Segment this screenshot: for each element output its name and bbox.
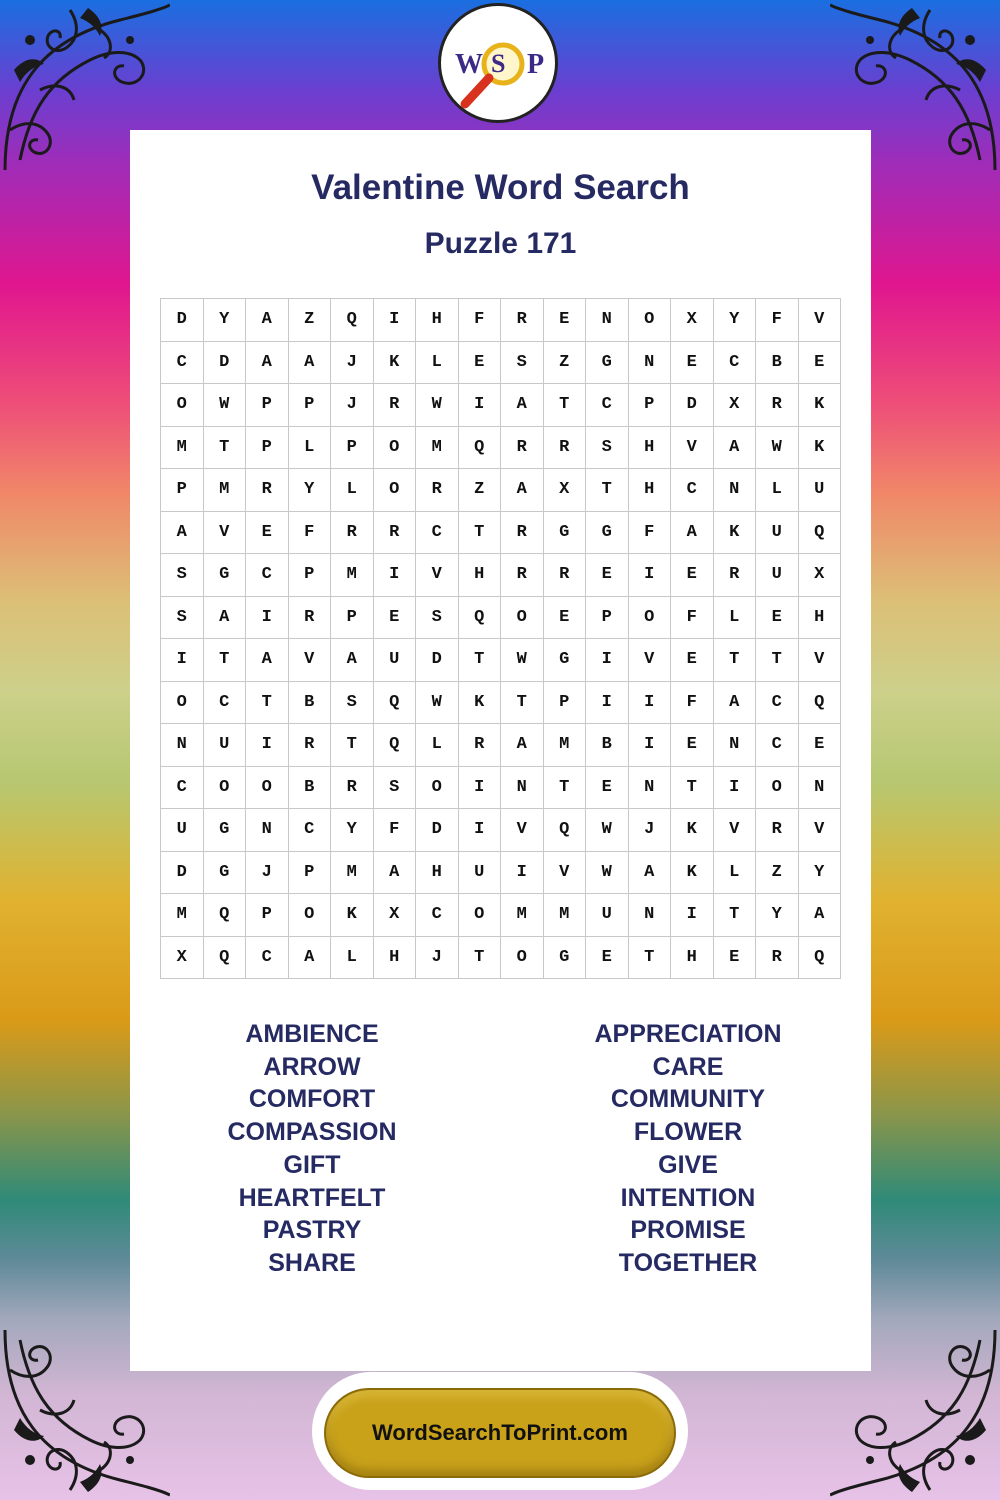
grid-cell[interactable]: M <box>203 469 246 512</box>
grid-cell[interactable]: O <box>501 596 544 639</box>
grid-row <box>161 681 841 724</box>
grid-cell[interactable]: R <box>416 469 459 512</box>
grid-cell[interactable]: J <box>246 851 289 894</box>
grid-cell[interactable]: F <box>671 681 714 724</box>
grid-cell[interactable]: C <box>756 724 799 767</box>
grid-cell[interactable]: W <box>586 851 629 894</box>
logo-letter-s: S <box>491 49 506 78</box>
grid-cell[interactable]: Y <box>798 851 841 894</box>
grid-cell[interactable]: A <box>246 639 289 682</box>
grid-row <box>161 426 841 469</box>
grid-cell[interactable]: V <box>798 639 841 682</box>
grid-cell[interactable]: E <box>373 596 416 639</box>
grid-cell[interactable]: I <box>628 681 671 724</box>
grid-cell[interactable]: B <box>288 681 331 724</box>
grid-cell[interactable]: L <box>756 469 799 512</box>
grid-cell[interactable]: V <box>288 639 331 682</box>
puzzle-panel <box>130 130 871 1371</box>
grid-cell[interactable]: X <box>161 936 204 979</box>
word-item: PROMISE <box>630 1216 746 1245</box>
grid-cell[interactable]: V <box>203 511 246 554</box>
grid-cell[interactable]: A <box>246 341 289 384</box>
grid-cell[interactable]: C <box>161 766 204 809</box>
grid-cell[interactable]: O <box>373 469 416 512</box>
grid-cell[interactable]: N <box>628 766 671 809</box>
grid-cell[interactable]: R <box>756 809 799 852</box>
grid-cell[interactable]: A <box>288 341 331 384</box>
grid-cell[interactable]: E <box>713 936 756 979</box>
grid-cell[interactable]: Q <box>373 724 416 767</box>
grid-row <box>161 936 841 979</box>
word-list-left <box>162 1018 462 1280</box>
letter-grid <box>160 298 841 979</box>
grid-cell[interactable]: T <box>458 936 501 979</box>
grid-cell[interactable]: T <box>203 639 246 682</box>
grid-cell[interactable]: I <box>246 724 289 767</box>
grid-cell[interactable]: X <box>798 554 841 597</box>
grid-cell[interactable]: T <box>246 681 289 724</box>
grid-cell[interactable]: V <box>416 554 459 597</box>
word-item: AMBIENCE <box>245 1020 379 1048</box>
grid-cell[interactable]: T <box>713 894 756 937</box>
website-link[interactable]: WordSearchToPrint.com <box>324 1388 676 1478</box>
grid-cell[interactable]: P <box>161 469 204 512</box>
grid-cell[interactable]: Y <box>203 299 246 342</box>
grid-cell[interactable]: A <box>628 851 671 894</box>
grid-cell[interactable]: Q <box>331 299 374 342</box>
grid-cell[interactable]: O <box>416 766 459 809</box>
grid-cell[interactable]: E <box>756 596 799 639</box>
grid-cell[interactable]: U <box>798 469 841 512</box>
grid-cell[interactable]: X <box>671 299 714 342</box>
grid-cell[interactable]: E <box>586 766 629 809</box>
grid-cell[interactable]: C <box>586 384 629 427</box>
grid-cell[interactable]: J <box>628 809 671 852</box>
grid-cell[interactable]: Z <box>458 469 501 512</box>
grid-cell[interactable]: P <box>628 384 671 427</box>
grid-cell[interactable]: G <box>203 809 246 852</box>
grid-cell[interactable]: K <box>798 384 841 427</box>
grid-cell[interactable]: K <box>713 511 756 554</box>
grid-cell[interactable]: N <box>246 809 289 852</box>
grid-cell[interactable]: I <box>501 851 544 894</box>
grid-cell[interactable]: Z <box>756 851 799 894</box>
word-item: CARE <box>652 1052 724 1081</box>
grid-row <box>161 299 841 342</box>
grid-cell[interactable]: S <box>161 554 204 597</box>
grid-cell[interactable]: C <box>756 681 799 724</box>
grid-cell[interactable]: M <box>161 426 204 469</box>
grid-cell[interactable]: L <box>331 936 374 979</box>
word-item: SHARE <box>268 1248 356 1277</box>
grid-cell[interactable]: G <box>586 511 629 554</box>
grid-cell[interactable]: D <box>161 299 204 342</box>
grid-cell[interactable]: D <box>416 809 459 852</box>
grid-cell[interactable]: I <box>628 554 671 597</box>
grid-cell[interactable]: Q <box>798 511 841 554</box>
grid-cell[interactable]: Q <box>373 681 416 724</box>
grid-cell[interactable]: L <box>416 724 459 767</box>
grid-cell[interactable]: E <box>798 341 841 384</box>
grid-cell[interactable]: O <box>161 384 204 427</box>
grid-cell[interactable]: A <box>161 511 204 554</box>
grid-cell[interactable]: F <box>756 299 799 342</box>
grid-cell[interactable]: K <box>373 341 416 384</box>
grid-cell[interactable]: V <box>713 809 756 852</box>
grid-cell[interactable]: I <box>458 384 501 427</box>
grid-cell[interactable]: F <box>671 596 714 639</box>
grid-cell[interactable]: Q <box>458 596 501 639</box>
grid-cell[interactable]: A <box>501 469 544 512</box>
grid-cell[interactable]: R <box>501 426 544 469</box>
grid-cell[interactable]: U <box>373 639 416 682</box>
word-item: COMFORT <box>248 1085 376 1114</box>
grid-cell[interactable]: R <box>331 511 374 554</box>
grid-cell[interactable]: R <box>713 554 756 597</box>
grid-cell[interactable]: Q <box>203 894 246 937</box>
grid-cell[interactable]: G <box>543 511 586 554</box>
grid-cell[interactable]: T <box>756 639 799 682</box>
grid-cell[interactable]: I <box>586 639 629 682</box>
grid-cell[interactable]: R <box>288 724 331 767</box>
grid-cell[interactable]: A <box>331 639 374 682</box>
grid-cell[interactable]: L <box>288 426 331 469</box>
grid-cell[interactable]: R <box>756 936 799 979</box>
grid-cell[interactable]: U <box>203 724 246 767</box>
grid-cell[interactable]: P <box>288 554 331 597</box>
grid-cell[interactable]: U <box>756 554 799 597</box>
grid-cell[interactable]: A <box>203 596 246 639</box>
grid-cell[interactable]: T <box>501 681 544 724</box>
grid-cell[interactable]: K <box>458 681 501 724</box>
grid-cell[interactable]: Y <box>713 299 756 342</box>
grid-cell[interactable]: W <box>586 809 629 852</box>
grid-cell[interactable]: N <box>628 341 671 384</box>
grid-cell[interactable]: M <box>543 724 586 767</box>
grid-cell[interactable]: L <box>713 851 756 894</box>
grid-cell[interactable]: M <box>543 894 586 937</box>
grid-cell[interactable]: T <box>203 426 246 469</box>
grid-cell[interactable]: U <box>161 809 204 852</box>
grid-cell[interactable]: M <box>416 426 459 469</box>
site-logo[interactable] <box>438 3 558 123</box>
grid-cell[interactable]: V <box>543 851 586 894</box>
grid-cell[interactable]: H <box>373 936 416 979</box>
grid-cell[interactable]: R <box>288 596 331 639</box>
grid-cell[interactable]: O <box>501 936 544 979</box>
grid-cell[interactable]: N <box>161 724 204 767</box>
grid-row <box>161 724 841 767</box>
grid-cell[interactable]: O <box>373 426 416 469</box>
grid-cell[interactable]: N <box>501 766 544 809</box>
grid-cell[interactable]: B <box>288 766 331 809</box>
grid-cell[interactable]: U <box>756 511 799 554</box>
word-item: APPRECIATION <box>594 1020 782 1048</box>
grid-cell[interactable]: Y <box>288 469 331 512</box>
grid-cell[interactable]: E <box>246 511 289 554</box>
grid-cell[interactable]: E <box>798 724 841 767</box>
grid-cell[interactable]: G <box>203 554 246 597</box>
grid-cell[interactable]: O <box>458 894 501 937</box>
grid-cell[interactable]: T <box>458 639 501 682</box>
word-item: FLOWER <box>633 1118 743 1147</box>
grid-cell[interactable]: F <box>288 511 331 554</box>
grid-cell[interactable]: E <box>458 341 501 384</box>
grid-cell[interactable]: R <box>501 299 544 342</box>
grid-cell[interactable]: J <box>331 341 374 384</box>
grid-cell[interactable]: S <box>586 426 629 469</box>
grid-cell[interactable]: W <box>203 384 246 427</box>
grid-cell[interactable]: R <box>458 724 501 767</box>
grid-cell[interactable]: T <box>586 469 629 512</box>
grid-cell[interactable]: T <box>543 766 586 809</box>
grid-cell[interactable]: I <box>458 766 501 809</box>
grid-row <box>161 341 841 384</box>
grid-cell[interactable]: G <box>543 639 586 682</box>
grid-cell[interactable]: W <box>416 384 459 427</box>
grid-cell[interactable]: A <box>713 426 756 469</box>
grid-cell[interactable]: W <box>416 681 459 724</box>
grid-cell[interactable]: M <box>331 554 374 597</box>
grid-cell[interactable]: Q <box>458 426 501 469</box>
grid-cell[interactable]: T <box>671 766 714 809</box>
grid-cell[interactable]: J <box>416 936 459 979</box>
grid-cell[interactable]: M <box>161 894 204 937</box>
grid-row <box>161 851 841 894</box>
grid-cell[interactable]: S <box>416 596 459 639</box>
grid-cell[interactable]: P <box>331 426 374 469</box>
grid-cell[interactable]: T <box>331 724 374 767</box>
grid-cell[interactable]: X <box>713 384 756 427</box>
grid-cell[interactable]: O <box>288 894 331 937</box>
grid-cell[interactable]: B <box>586 724 629 767</box>
word-item: HEARTFELT <box>238 1183 386 1212</box>
grid-cell[interactable]: L <box>416 341 459 384</box>
grid-cell[interactable]: P <box>288 851 331 894</box>
grid-cell[interactable]: M <box>501 894 544 937</box>
grid-row <box>161 511 841 554</box>
grid-cell[interactable]: V <box>798 809 841 852</box>
grid-cell[interactable]: L <box>713 596 756 639</box>
grid-cell[interactable]: H <box>628 426 671 469</box>
page-title: Valentine Word Search <box>311 168 690 207</box>
grid-cell[interactable]: P <box>331 596 374 639</box>
grid-cell[interactable]: D <box>416 639 459 682</box>
grid-cell[interactable]: C <box>671 469 714 512</box>
grid-cell[interactable]: O <box>628 596 671 639</box>
grid-cell[interactable]: N <box>713 724 756 767</box>
grid-cell[interactable]: O <box>203 766 246 809</box>
grid-cell[interactable]: A <box>501 384 544 427</box>
grid-cell[interactable]: P <box>543 681 586 724</box>
grid-cell[interactable]: F <box>628 511 671 554</box>
grid-cell[interactable]: I <box>458 809 501 852</box>
grid-cell[interactable]: Z <box>543 341 586 384</box>
grid-cell[interactable]: V <box>798 299 841 342</box>
grid-cell[interactable]: N <box>628 894 671 937</box>
grid-cell[interactable]: A <box>288 936 331 979</box>
grid-cell[interactable]: S <box>501 341 544 384</box>
grid-cell[interactable]: R <box>501 511 544 554</box>
grid-row <box>161 809 841 852</box>
grid-cell[interactable]: E <box>671 639 714 682</box>
grid-cell[interactable]: Q <box>543 809 586 852</box>
grid-cell[interactable]: G <box>543 936 586 979</box>
grid-cell[interactable]: V <box>501 809 544 852</box>
grid-cell[interactable]: P <box>246 384 289 427</box>
grid-cell[interactable]: D <box>671 384 714 427</box>
grid-cell[interactable]: R <box>331 766 374 809</box>
grid-cell[interactable]: H <box>416 299 459 342</box>
grid-cell[interactable]: C <box>713 341 756 384</box>
grid-cell[interactable]: N <box>586 299 629 342</box>
grid-cell[interactable]: R <box>756 384 799 427</box>
grid-cell[interactable]: D <box>161 851 204 894</box>
grid-row <box>161 894 841 937</box>
grid-cell[interactable]: H <box>628 469 671 512</box>
grid-cell[interactable]: U <box>586 894 629 937</box>
grid-cell[interactable]: B <box>756 341 799 384</box>
grid-cell[interactable]: A <box>671 511 714 554</box>
grid-cell[interactable]: X <box>543 469 586 512</box>
grid-cell[interactable]: V <box>628 639 671 682</box>
grid-cell[interactable]: M <box>331 851 374 894</box>
grid-cell[interactable]: I <box>373 299 416 342</box>
grid-cell[interactable]: U <box>458 851 501 894</box>
grid-cell[interactable]: C <box>288 809 331 852</box>
grid-cell[interactable]: R <box>373 511 416 554</box>
grid-cell[interactable]: I <box>161 639 204 682</box>
grid-cell[interactable]: K <box>798 426 841 469</box>
grid-cell[interactable]: K <box>331 894 374 937</box>
grid-cell[interactable]: Q <box>798 681 841 724</box>
grid-cell[interactable]: A <box>373 851 416 894</box>
grid-cell[interactable]: A <box>713 681 756 724</box>
grid-cell[interactable]: E <box>671 554 714 597</box>
grid-cell[interactable]: E <box>586 554 629 597</box>
grid-cell[interactable]: I <box>713 766 756 809</box>
grid-cell[interactable]: N <box>713 469 756 512</box>
grid-cell[interactable]: T <box>543 384 586 427</box>
word-item: GIFT <box>283 1150 341 1179</box>
word-item: ARROW <box>263 1052 361 1081</box>
word-item: COMPASSION <box>227 1118 397 1147</box>
grid-cell[interactable]: D <box>203 341 246 384</box>
grid-cell[interactable]: A <box>798 894 841 937</box>
grid-cell[interactable]: C <box>416 894 459 937</box>
grid-cell[interactable]: K <box>671 809 714 852</box>
grid-cell[interactable]: A <box>501 724 544 767</box>
grid-cell[interactable]: G <box>203 851 246 894</box>
grid-cell[interactable]: A <box>246 299 289 342</box>
grid-cell[interactable]: O <box>756 766 799 809</box>
grid-cell[interactable]: R <box>543 554 586 597</box>
grid-cell[interactable]: W <box>501 639 544 682</box>
grid-cell[interactable]: O <box>628 299 671 342</box>
grid-cell[interactable]: C <box>246 554 289 597</box>
grid-cell[interactable]: O <box>246 766 289 809</box>
grid-cell[interactable]: Z <box>288 299 331 342</box>
grid-row <box>161 596 841 639</box>
grid-cell[interactable]: W <box>756 426 799 469</box>
grid-cell[interactable]: K <box>671 851 714 894</box>
word-item: PASTRY <box>262 1216 362 1245</box>
logo-letter-w: W <box>455 49 483 80</box>
grid-cell[interactable]: Q <box>203 936 246 979</box>
word-item: GIVE <box>658 1150 718 1179</box>
grid-cell[interactable]: E <box>543 299 586 342</box>
grid-row <box>161 766 841 809</box>
grid-cell[interactable]: P <box>246 426 289 469</box>
grid-cell[interactable]: R <box>373 384 416 427</box>
grid-cell[interactable]: T <box>713 639 756 682</box>
grid-cell[interactable]: C <box>161 341 204 384</box>
grid-cell[interactable]: E <box>543 596 586 639</box>
word-list-right <box>538 1018 838 1280</box>
grid-cell[interactable]: H <box>798 596 841 639</box>
puzzle-number: Puzzle 171 <box>424 227 577 260</box>
grid-cell[interactable]: J <box>331 384 374 427</box>
grid-cell[interactable]: I <box>373 554 416 597</box>
grid-cell[interactable]: F <box>458 299 501 342</box>
grid-cell[interactable]: T <box>458 511 501 554</box>
word-item: INTENTION <box>620 1183 756 1212</box>
grid-row <box>161 469 841 512</box>
grid-cell[interactable]: R <box>246 469 289 512</box>
grid-row <box>161 639 841 682</box>
grid-cell[interactable]: Y <box>756 894 799 937</box>
grid-cell[interactable]: E <box>671 341 714 384</box>
grid-cell[interactable]: P <box>246 894 289 937</box>
grid-cell[interactable]: H <box>671 936 714 979</box>
word-item: TOGETHER <box>618 1248 758 1277</box>
grid-cell[interactable]: L <box>331 469 374 512</box>
grid-cell[interactable]: S <box>373 766 416 809</box>
grid-cell[interactable]: S <box>161 596 204 639</box>
grid-cell[interactable]: R <box>501 554 544 597</box>
grid-row <box>161 554 841 597</box>
grid-cell[interactable]: N <box>798 766 841 809</box>
grid-cell[interactable]: I <box>246 596 289 639</box>
grid-cell[interactable]: X <box>373 894 416 937</box>
grid-cell[interactable]: P <box>586 596 629 639</box>
grid-cell[interactable]: H <box>458 554 501 597</box>
grid-cell[interactable]: I <box>671 894 714 937</box>
grid-cell[interactable]: T <box>628 936 671 979</box>
grid-cell[interactable]: R <box>543 426 586 469</box>
grid-cell[interactable]: S <box>331 681 374 724</box>
grid-cell[interactable]: E <box>671 724 714 767</box>
grid-cell[interactable]: H <box>416 851 459 894</box>
grid-cell[interactable]: Y <box>331 809 374 852</box>
grid-cell[interactable]: Q <box>798 936 841 979</box>
grid-cell[interactable]: C <box>246 936 289 979</box>
grid-cell[interactable]: C <box>416 511 459 554</box>
grid-cell[interactable]: P <box>288 384 331 427</box>
grid-cell[interactable]: V <box>671 426 714 469</box>
grid-cell[interactable]: E <box>586 936 629 979</box>
grid-cell[interactable]: I <box>628 724 671 767</box>
grid-cell[interactable]: F <box>373 809 416 852</box>
word-item: COMMUNITY <box>610 1085 766 1114</box>
logo-letter-p: P <box>527 49 545 80</box>
grid-row <box>161 384 841 427</box>
grid-cell[interactable]: I <box>586 681 629 724</box>
grid-cell[interactable]: G <box>586 341 629 384</box>
grid-cell[interactable]: C <box>203 681 246 724</box>
grid-cell[interactable]: O <box>161 681 204 724</box>
